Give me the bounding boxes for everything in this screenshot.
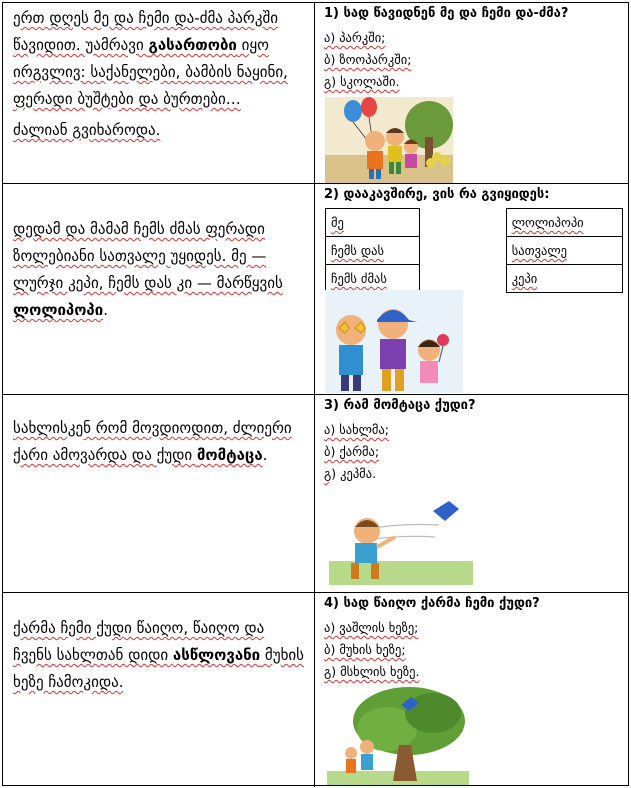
table-row bbox=[3, 593, 628, 787]
story-text-part: დედამ და მამამ ჩემს ძმას ფერადი ზოლებიანი სათვალე უყიდეს. მე — ლურჯი კეპი, ჩემს დას კი — მარწყვის bbox=[13, 220, 283, 292]
story-text bbox=[13, 216, 305, 324]
story-bold-word: გასართობი bbox=[148, 36, 237, 54]
option-c: გ) მსხლის ხეზე. bbox=[324, 664, 420, 679]
match-right-item[interactable]: ლოლიპოპი bbox=[506, 209, 622, 237]
story-bold-word: ასწლოვანი bbox=[172, 646, 261, 664]
story-text-part: . bbox=[103, 301, 108, 319]
story-cell bbox=[3, 3, 315, 183]
story-text-part: იყო ირგვლივ: საქანელები, ბამბის ნაყინი, ფერადი ბუშტები და ბურთები… bbox=[13, 36, 288, 108]
story-text-part: ქარმა ჩემი ქუდი წაიღო, წაიღო და ჩვენს სახლთან დიდი bbox=[13, 619, 265, 664]
story-text-part: მუხის ხეზე ჩამოკიდა. bbox=[13, 646, 305, 691]
question-cell bbox=[315, 184, 628, 394]
worksheet-table bbox=[2, 2, 629, 786]
illustration-wind bbox=[329, 481, 473, 585]
illustration-park bbox=[325, 97, 453, 183]
illustration-oak-tree bbox=[327, 685, 469, 785]
story-bold-word: მომტაცა bbox=[196, 446, 263, 464]
match-right-item[interactable]: კეპი bbox=[506, 265, 622, 293]
question-title: 4) სად წაიღო ქარმა ჩემი ქუდი? bbox=[324, 596, 540, 611]
question-title: 1) სად წავიდნენ მე და ჩემი და-ძმა? bbox=[324, 6, 569, 21]
story-text bbox=[13, 5, 305, 144]
story-text-part: სახლისკენ რომ მოვდიოდით, ძლიერი ქარი ამოვარდა და ქუდი bbox=[13, 419, 292, 464]
table-row bbox=[3, 184, 628, 395]
question-title: 3) რამ მომტაცა ქუდი? bbox=[324, 398, 476, 413]
answer-options bbox=[324, 419, 389, 485]
story-cell bbox=[3, 184, 315, 394]
question-title: 2) დააკავშირე, ვის რა გვიყიდეს: bbox=[324, 187, 550, 202]
question-cell bbox=[315, 3, 628, 183]
table-row bbox=[3, 3, 628, 184]
story-cell bbox=[3, 593, 315, 787]
match-left-item[interactable]: ჩემს ძმას bbox=[326, 265, 420, 293]
answer-options bbox=[324, 27, 411, 93]
match-right-item[interactable]: სათვალე bbox=[506, 237, 622, 265]
option-b: ბ) ზოოპარკში; bbox=[324, 52, 412, 67]
option-a: ა) პარკში; bbox=[324, 30, 386, 45]
question-cell bbox=[315, 593, 628, 787]
illustration-gifts bbox=[325, 290, 463, 393]
story-text bbox=[13, 415, 305, 469]
match-gap bbox=[419, 265, 506, 293]
match-gap bbox=[419, 237, 506, 265]
match-gap bbox=[419, 209, 506, 237]
option-c: გ) კეპმა. bbox=[324, 466, 377, 481]
answer-options bbox=[324, 617, 419, 683]
story-text-part: ძალიან გვიხაროდა. bbox=[13, 121, 161, 139]
option-a: ა) ვაშლის ხეზე; bbox=[324, 620, 419, 635]
story-text-part: ერთ დღეს მე და ჩემი და-ძმა პარკში წავიდით. უამრავი bbox=[13, 9, 279, 54]
matching-table bbox=[325, 208, 623, 293]
option-c: გ) სკოლაში. bbox=[324, 74, 400, 89]
story-text-part: . bbox=[262, 446, 268, 464]
option-b: ბ) მუხის ხეზე; bbox=[324, 642, 406, 657]
option-a: ა) სახლმა; bbox=[324, 422, 390, 437]
story-bold-word: ლოლიპოპი bbox=[13, 301, 104, 319]
story-text bbox=[13, 615, 305, 696]
question-cell bbox=[315, 395, 628, 592]
story-cell bbox=[3, 395, 315, 592]
option-b: ბ) ქარმა; bbox=[324, 444, 380, 459]
table-row bbox=[3, 395, 628, 593]
match-left-item[interactable]: ჩემს დას bbox=[326, 237, 420, 265]
match-left-item[interactable]: მე bbox=[326, 209, 420, 237]
